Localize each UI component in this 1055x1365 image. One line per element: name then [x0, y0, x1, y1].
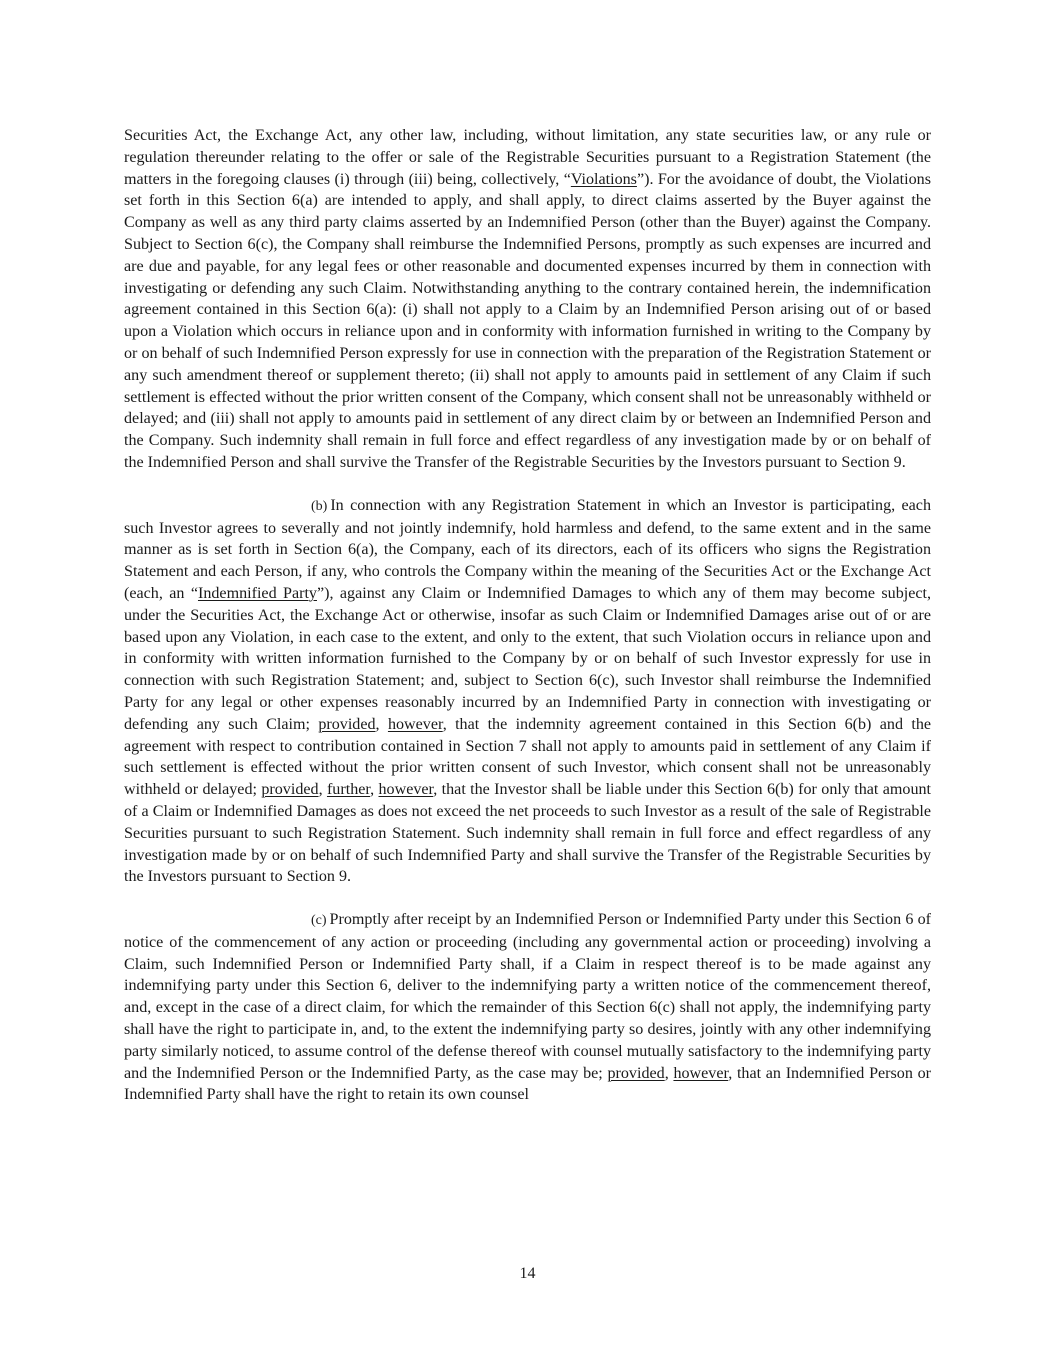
underlined-term: provided — [261, 781, 319, 799]
clause-marker: (c) — [311, 913, 327, 929]
defined-term-violations: Violations — [570, 170, 637, 188]
page-number: 14 — [519, 1265, 536, 1282]
text-run: , that the Investor shall be liable under this Section 6(b) for only that amount of a Claim or Indemnified Damages as does not exceed the net proceeds to such Investor as a result of the sale of Registrable Securities pursuant to such Registration Statement. Such indemnity shall remain in full force and effect regardless of any investigation made by or on behalf of such Indemnified Party and shall survive the Transfer of the Registrable Securities by the Investors pursuant to Section 9. — [124, 781, 932, 886]
text-run: , that an Indemnified Person or Indemnified Party shall have the right to retain its own counsel — [124, 1064, 931, 1104]
underlined-term: however — [387, 715, 443, 733]
text-run: ”), against any Claim or Indemnified Damages to which any of them may become subject, under the Securities Act, the Exchange Act or otherwise, insofar as such Claim or Indemnified Damages arise out of or are based upon any Violation, in each case to the extent, and only to the extent, that such Violation occurs in reliance upon and in conformity with written information furnished to the Company by or on behalf of such Investor expressly for use in connection with such Registration Statement; and, subject to Section 6(c), such Investor shall reimburse the Indemnified Party for any legal or other expenses reasonably incurred by an Indemnified Party in connection with investigating or defending any such Claim; — [124, 584, 931, 733]
paragraph-6c — [124, 909, 931, 1106]
paragraph-6b — [124, 495, 931, 888]
text-run: , — [664, 1064, 674, 1082]
document-body — [124, 125, 931, 1106]
underlined-term: however — [673, 1064, 729, 1082]
text-run: In connection with any Registration Statement in which an Investor is participating, each such Investor agrees to severally and not jointly indemnify, hold harmless and defend, to the same extent and in the same manner as is set forth in Section 6(a), the Company, each of its directors, each of its officers who signs the Registration Statement and each Person, if any, who controls the Company within the meaning of the Securities Act or the Exchange Act (each, an “ — [124, 496, 931, 602]
text-run: , — [318, 781, 327, 799]
text-run: , — [370, 781, 379, 799]
underlined-term: provided — [318, 715, 376, 733]
text-run: , — [375, 715, 388, 733]
underlined-term: provided — [607, 1064, 665, 1082]
paragraph-6a-continuation — [124, 125, 931, 474]
text-run: , that the indemnity agreement contained in this Section 6(b) and the agreement with respect to contribution contained in Section 7 shall not apply to amounts paid in settlement of any Claim if such settlement is effected without the prior written consent of such Investor, which consent shall not be unreasonably withheld or delayed; — [124, 715, 932, 799]
text-run: ”). For the avoidance of doubt, the Violations set forth in this Section 6(a) are intended to apply, and shall apply, to direct claims asserted by the Buyer against the Company as well as any third party claims asserted by an Indemnified Person (other than the Buyer) against the Company. Subject to Section 6(c), the Company shall reimburse the Indemnified Persons, promptly as such expenses are incurred and are due and payable, for any legal fees or other reasonable and documented expenses incurred by them in connection with investigating or defending any such Claim. Notwithstanding anything to the contrary contained herein, the indemnification agreement contained in this Section 6(a): (i) shall not apply to a Claim by an Indemnified Person arising out of or based upon a Violation which occurs in reliance upon and in conformity with information furnished in writing to the Company by or on behalf of such Indemnified Person expressly for use in connection with the preparation of the Registration Statement or any such amendment thereof or supplement thereto; (ii) shall not apply to amounts paid in settlement of any Claim if such settlement is effected without the prior written consent of the Company, which consent shall not be unreasonably withheld or delayed; and (iii) shall not apply to amounts paid in settlement of any direct claim by or between an Indemnified Person and the Company. Such indemnity shall remain in full force and effect regardless of any investigation made by or on behalf of the Indemnified Person and shall survive the Transfer of the Registrable Securities by the Investors pursuant to Section 9. — [124, 170, 931, 471]
defined-term-indemnified-party: Indemnified Party — [197, 584, 317, 602]
text-run: Securities Act, the Exchange Act, any other law, including, without limitation, any state securities law, or any rule or regulation thereunder relating to the offer or sale of the Registrable Securities pursuant to a Registration Statement (the matters in the foregoing clauses (i) through (iii) being, collectively, “ — [124, 127, 931, 188]
underlined-term: however — [378, 781, 434, 799]
text-run: Promptly after receipt by an Indemnified Person or Indemnified Party under this Section 6 of notice of the commencement of any action or proceeding (including any governmental action or proceeding) involving a Claim, such Indemnified Person or Indemnified Party shall, if a Claim in respect thereof is to be made against any indemnifying party under this Section 6, deliver to the indemnifying party a written notice of the commencement thereof, and, except in the case of a direct claim, for which the remainder of this Section 6(c) shall not apply, the indemnifying party shall have the right to participate in, and, to the extent the indemnifying party so desires, jointly with any other indemnifying party similarly noticed, to assume control of the defense thereof with counsel mutually satisfactory to the indemnifying party and the Indemnified Person or the Indemnified Party, as the case may be; — [124, 911, 931, 1082]
clause-marker: (b) — [311, 498, 328, 514]
underlined-term: further — [326, 781, 371, 799]
